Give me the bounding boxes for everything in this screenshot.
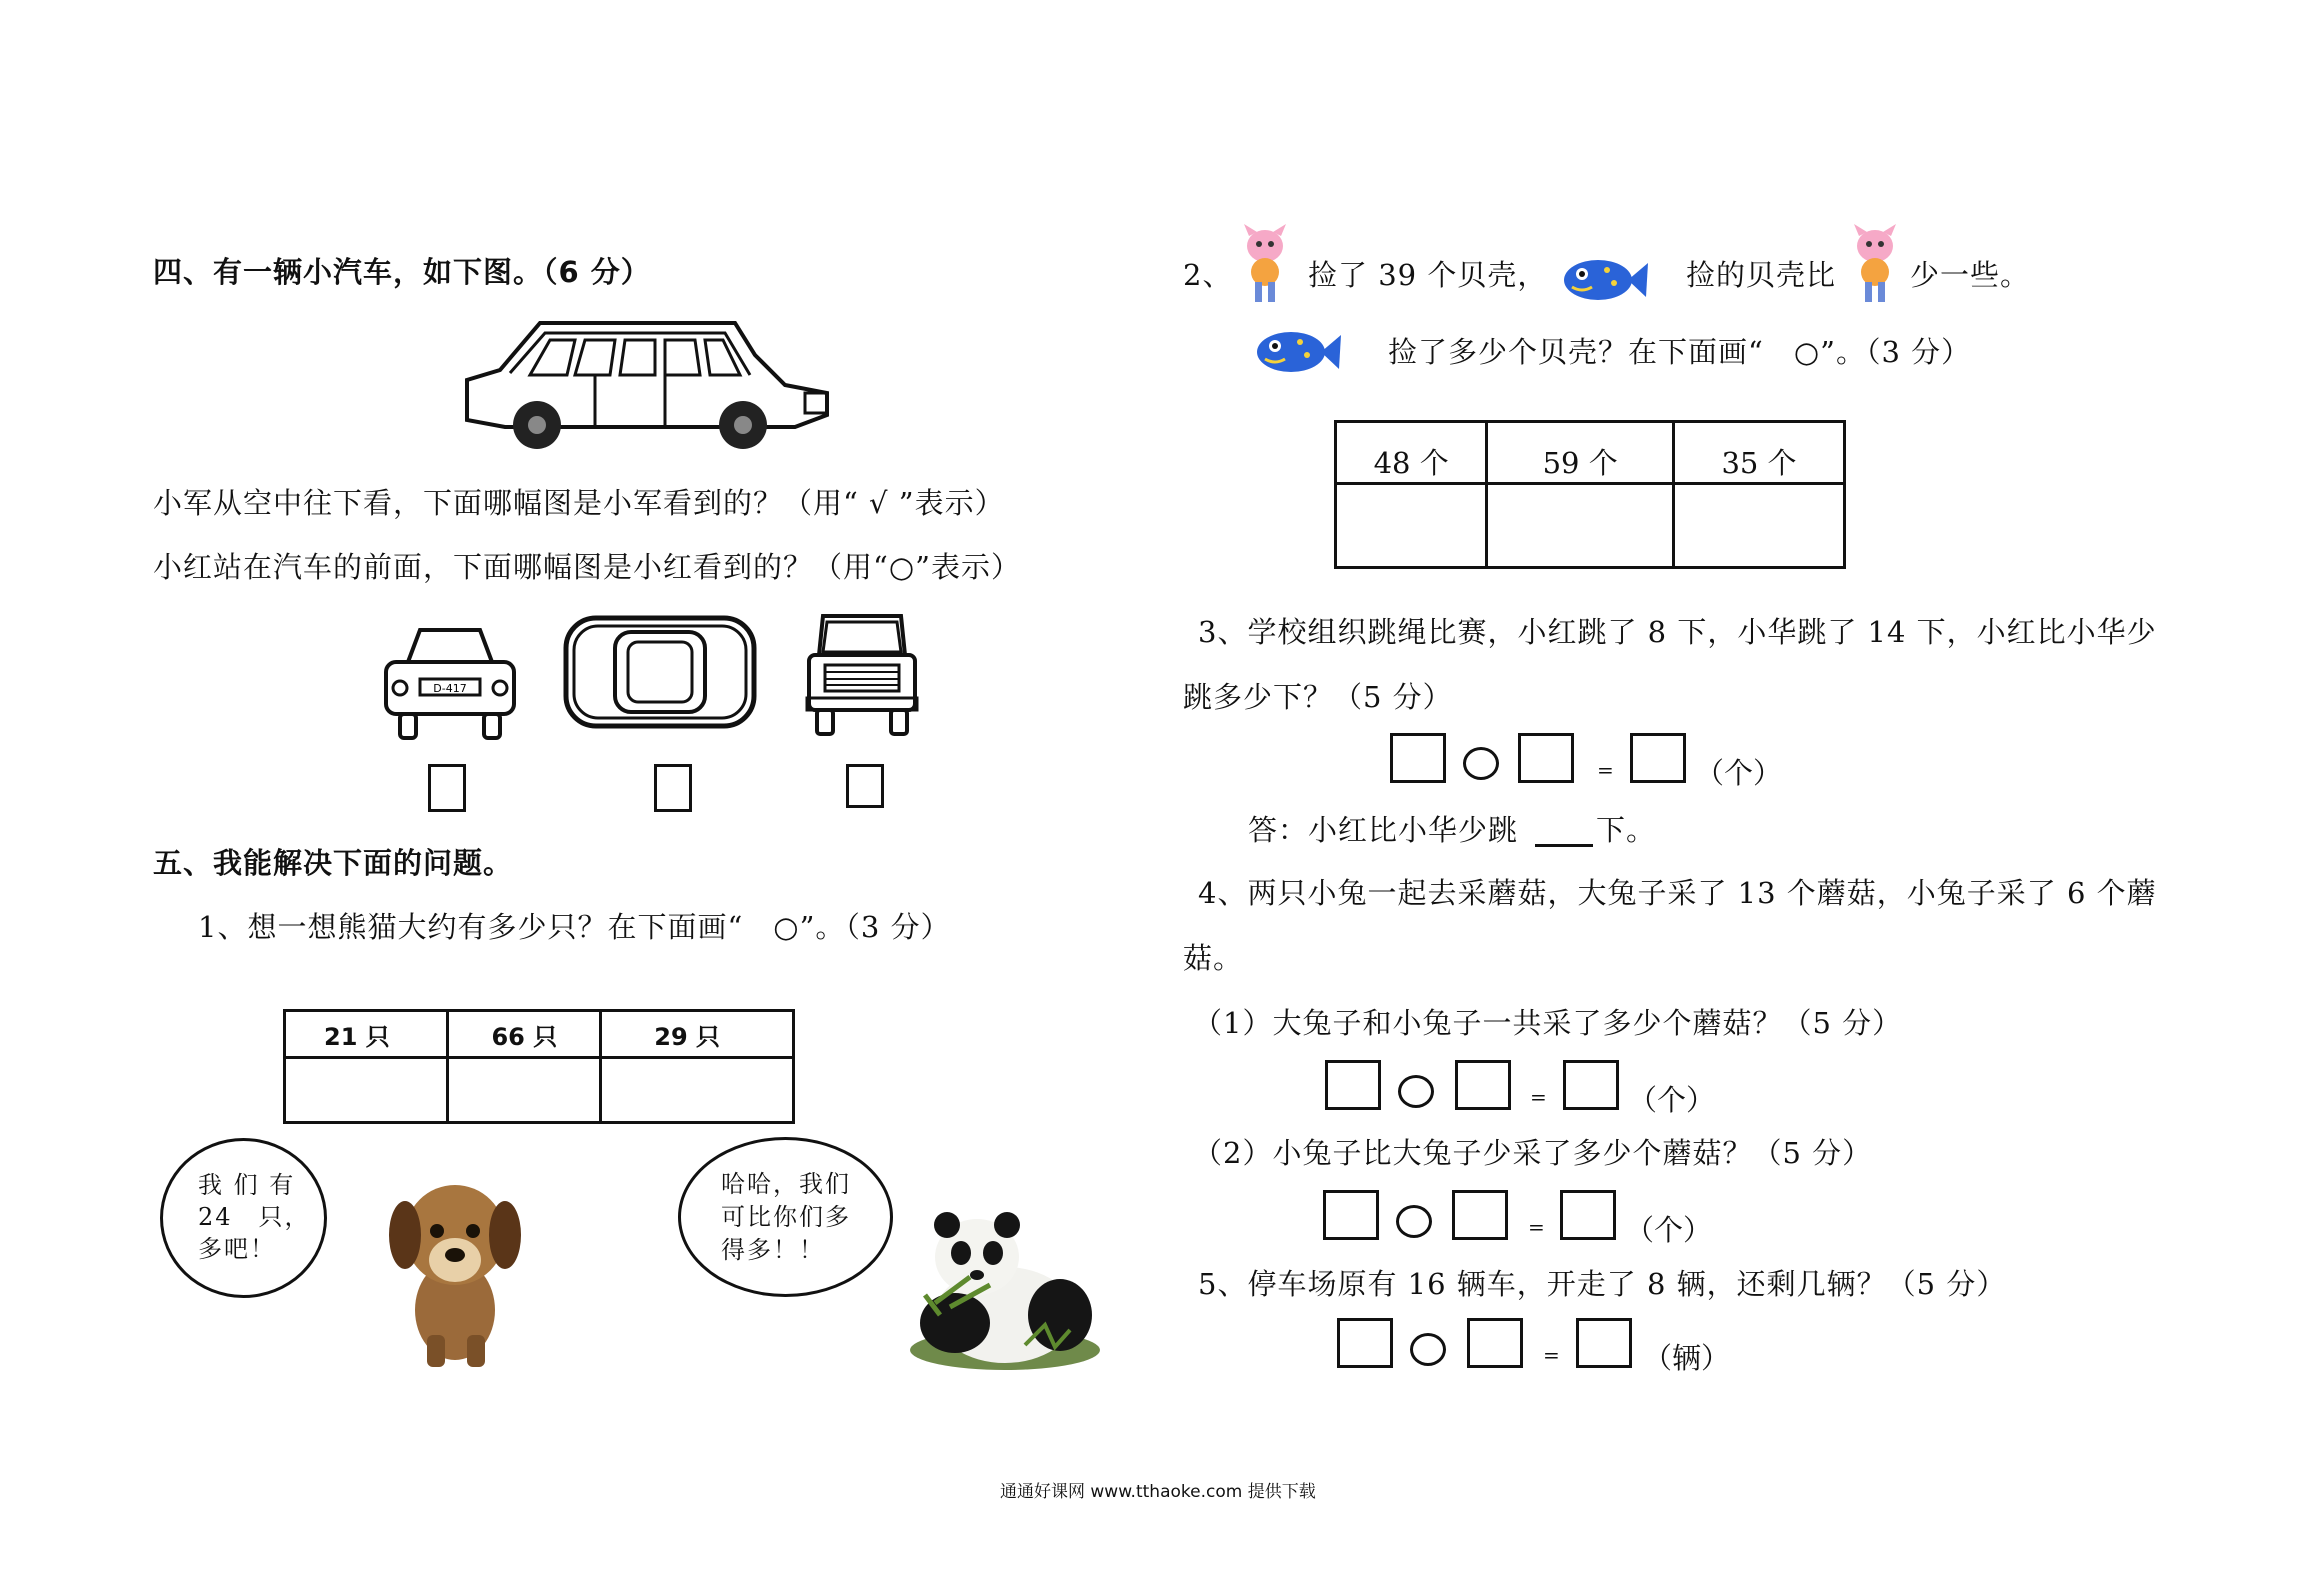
option-label: 66 只	[491, 1022, 558, 1051]
answer-cell[interactable]	[1336, 484, 1487, 568]
option-cell	[448, 1011, 601, 1058]
option-cell	[601, 1011, 794, 1058]
equation-box[interactable]	[1563, 1060, 1619, 1110]
dog-speech-line-1: 我 们 有	[198, 1171, 296, 1199]
answer-cell[interactable]	[448, 1058, 601, 1123]
question-2-text-b: 捡的贝壳比	[1686, 258, 1837, 292]
question-4-line-1: 4、两只小兔一起去采蘑菇，大兔子采了 13 个蘑菇，小兔子采了 6 个蘑	[1198, 876, 2157, 910]
equation-box[interactable]	[1467, 1318, 1523, 1368]
question-3-line-2: 跳多少下？（5 分）	[1183, 680, 1453, 714]
car-rear-view-image	[380, 622, 520, 744]
answer-box-rear-view[interactable]	[428, 764, 466, 812]
operator-circle[interactable]	[1410, 1333, 1446, 1366]
question-top-view: 小军从空中往下看，下面哪幅图是小军看到的？（用“ √ ”表示）	[153, 486, 1005, 520]
equation-box[interactable]	[1518, 733, 1574, 783]
answer-prefix: 答：小红比小华少跳	[1248, 813, 1519, 847]
dog-speech-line-3: 多吧！	[198, 1235, 276, 1263]
option-label: 29 只	[654, 1022, 721, 1051]
pink-cat-character-icon	[1240, 224, 1290, 309]
question-1-panda: 1、想一想熊猫大约有多少只？在下面画“ ○”。（3 分）	[198, 910, 951, 944]
answer-cell[interactable]	[1487, 484, 1674, 568]
question-2-text-c: 少一些。	[1910, 258, 2031, 292]
answer-blank[interactable]	[1535, 844, 1593, 847]
equation-box[interactable]	[1325, 1060, 1381, 1110]
question-4-sub-2: （2）小兔子比大兔子少采了多少个蘑菇？（5 分）	[1193, 1136, 1873, 1170]
equation-box[interactable]	[1323, 1190, 1379, 1240]
dog-image	[385, 1175, 525, 1370]
panda-speech-line-1: 哈哈，我们	[721, 1170, 851, 1198]
answer-box-top-view[interactable]	[654, 764, 692, 812]
question-front-view: 小红站在汽车的前面，下面哪幅图是小红看到的？（用“○”表示）	[153, 550, 1021, 584]
footer-source: 通通好课网 www.tthaoke.com 提供下载	[1000, 1482, 1316, 1502]
unit-label: （辆）	[1643, 1341, 1731, 1375]
equals-sign: =	[1528, 1215, 1545, 1239]
answer-cell[interactable]	[1674, 484, 1845, 568]
answer-suffix: 下。	[1596, 813, 1657, 847]
option-label: 21 只	[324, 1022, 390, 1051]
question-5: 5、停车场原有 16 辆车，开走了 8 辆，还剩几辆？（5 分）	[1198, 1267, 2007, 1301]
question-2-text-a: 捡了 39 个贝壳，	[1308, 258, 1548, 292]
option-cell	[285, 1011, 448, 1058]
panda-speech-line-2: 可比你们多	[721, 1203, 851, 1231]
question-2-number: 2、	[1183, 258, 1233, 292]
equation-box[interactable]	[1337, 1318, 1393, 1368]
answer-cell[interactable]	[601, 1058, 794, 1123]
question-2-line-2: 捡了多少个贝壳？在下面画“ ○”。（3 分）	[1388, 335, 1972, 369]
dog-speech-line-2: 24 只，	[198, 1203, 311, 1231]
pink-cat-character-icon	[1850, 224, 1900, 309]
option-label: 48 个	[1373, 446, 1449, 480]
equals-sign: =	[1543, 1343, 1560, 1367]
panda-speech-line-3: 得多！！	[721, 1236, 825, 1264]
option-cell	[1487, 422, 1674, 484]
question-3-line-1: 3、学校组织跳绳比赛，小红跳了 8 下，小华跳了 14 下，小红比小华少	[1198, 615, 2157, 649]
option-cell	[1336, 422, 1487, 484]
car-top-view-image	[560, 612, 760, 732]
license-plate-text: D-417	[433, 682, 467, 695]
operator-circle[interactable]	[1396, 1205, 1432, 1238]
question-4-sub-1: （1）大兔子和小兔子一共采了多少个蘑菇？（5 分）	[1193, 1006, 1903, 1040]
blue-fish-character-icon	[1255, 327, 1341, 377]
answer-cell[interactable]	[285, 1058, 448, 1123]
shell-options-table	[1334, 420, 1846, 569]
unit-label: （个）	[1628, 1083, 1716, 1117]
car-side-view-image	[455, 315, 835, 450]
unit-label: （个）	[1695, 756, 1783, 790]
option-label: 35 个	[1721, 446, 1797, 480]
unit-label: （个）	[1625, 1213, 1713, 1247]
operator-circle[interactable]	[1463, 747, 1499, 780]
equation-box[interactable]	[1576, 1318, 1632, 1368]
equation-box[interactable]	[1560, 1190, 1616, 1240]
equation-box[interactable]	[1452, 1190, 1508, 1240]
equation-box[interactable]	[1630, 733, 1686, 783]
blue-fish-character-icon	[1562, 255, 1648, 305]
section-5-title: 五、我能解决下面的问题。	[153, 846, 514, 880]
car-front-view-image	[805, 610, 920, 740]
equation-box[interactable]	[1455, 1060, 1511, 1110]
operator-circle[interactable]	[1398, 1075, 1434, 1108]
equals-sign: =	[1597, 758, 1614, 782]
question-4-line-2: 菇。	[1183, 941, 1244, 975]
equals-sign: =	[1530, 1085, 1547, 1109]
panda-options-table	[283, 1009, 795, 1124]
panda-image	[895, 1205, 1100, 1370]
answer-box-front-view[interactable]	[846, 764, 884, 808]
option-label: 59 个	[1542, 446, 1618, 480]
equation-box[interactable]	[1390, 733, 1446, 783]
option-cell	[1674, 422, 1845, 484]
section-4-title: 四、有一辆小汽车，如下图。（6 分）	[153, 255, 651, 289]
